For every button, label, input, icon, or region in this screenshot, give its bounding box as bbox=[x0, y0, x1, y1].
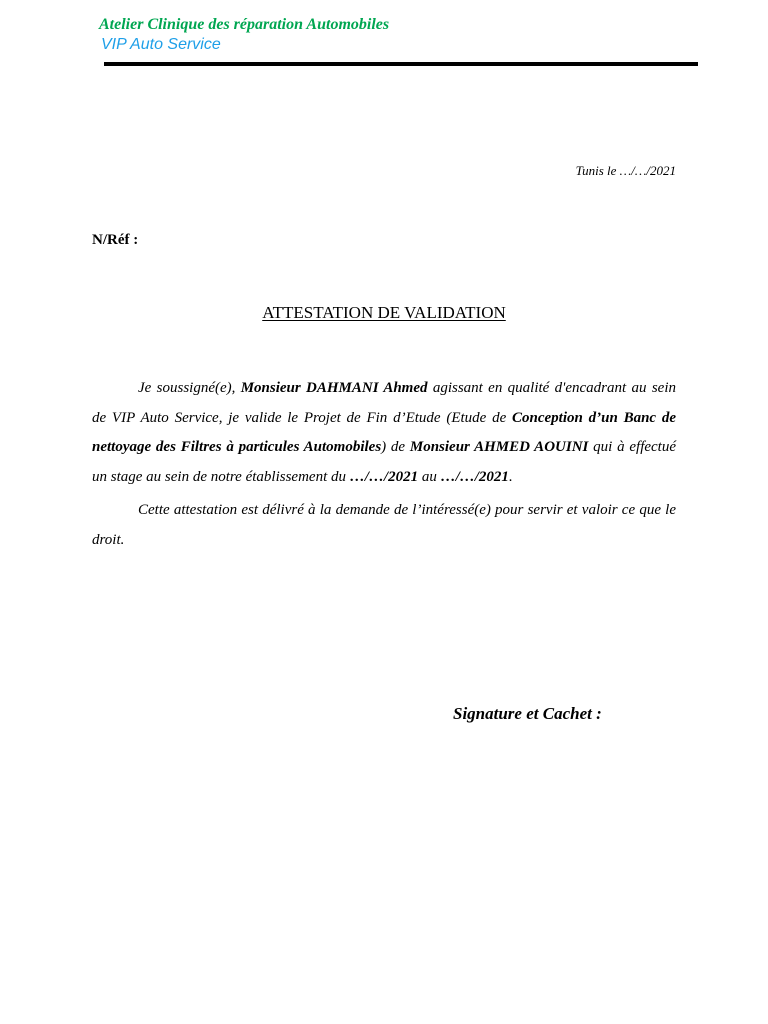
body-text-segment: qui à effectué un stage au sein de notre établissement du bbox=[92, 439, 677, 485]
signature-label: Signature et Cachet : bbox=[453, 704, 602, 723]
end-date: …/…/2021 bbox=[440, 468, 509, 485]
body-text-segment: Je soussigné(e), bbox=[138, 380, 241, 396]
body-text bbox=[92, 374, 676, 555]
body-text-segment: . bbox=[508, 468, 513, 485]
reference-label: N/Réf : bbox=[92, 232, 139, 248]
body-paragraph-1 bbox=[92, 374, 676, 492]
project-title: Conception d’un Banc de nettoyage des Filtres à particules Automobiles bbox=[92, 409, 677, 455]
student-name: Monsieur AHMED AOUINI bbox=[409, 439, 589, 455]
document-title bbox=[0, 302, 768, 324]
brand-name: VIP Auto Service bbox=[101, 36, 221, 53]
supervisor-name: Monsieur DAHMANI Ahmed bbox=[240, 380, 428, 396]
body-text-segment: au bbox=[418, 468, 441, 485]
company-name: Atelier Clinique des réparation Automobiles bbox=[99, 16, 390, 33]
body-text-segment: agissant en qualité d'encadrant au sein de VIP Auto Service, je valide le Projet de Fin d’Etude (Etude de bbox=[92, 380, 676, 426]
document-title-text: ATTESTATION DE VALIDATION bbox=[262, 303, 506, 322]
date-line: Tunis le …/…/2021 bbox=[575, 163, 676, 178]
header-divider bbox=[104, 62, 698, 66]
start-date: …/…/2021 bbox=[349, 468, 419, 485]
body-paragraph-2: Cette attestation est délivré à la demande de l’intéressé(e) pour servir et valoir ce que le droit. bbox=[92, 502, 676, 548]
body-text-segment: ) de bbox=[381, 439, 410, 455]
